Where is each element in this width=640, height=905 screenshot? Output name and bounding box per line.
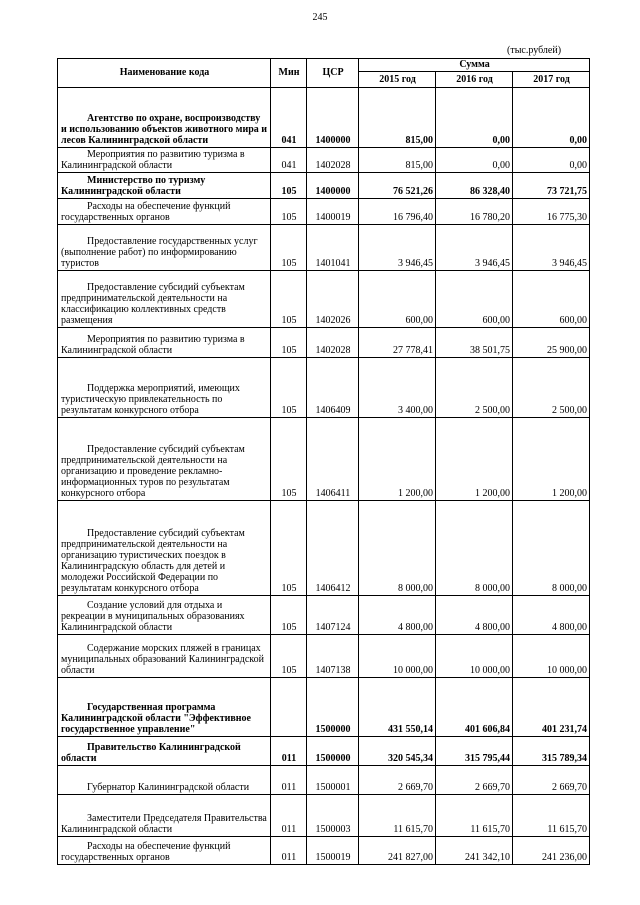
row-value-2017: 10 000,00 (513, 635, 590, 678)
row-value-2017: 600,00 (513, 271, 590, 328)
table-row (58, 88, 590, 148)
row-csr-code: 1402028 (307, 148, 359, 173)
row-value-2016: 0,00 (436, 148, 513, 173)
row-csr-code: 1406412 (307, 501, 359, 596)
row-name (58, 173, 271, 199)
page-number: 245 (312, 12, 328, 23)
row-value-2017: 3 946,45 (513, 225, 590, 271)
table-row (58, 199, 590, 225)
row-value-2016: 1 200,00 (436, 418, 513, 501)
row-value-2017: 11 615,70 (513, 795, 590, 837)
row-value-2015: 27 778,41 (359, 328, 436, 358)
table-row (58, 837, 590, 865)
row-min-code: 105 (271, 635, 307, 678)
header-min: Мин (271, 59, 307, 88)
row-name-text: Мероприятия по развитию туризма в Калининградской области (61, 334, 245, 356)
row-min-code: 105 (271, 596, 307, 635)
table-row (58, 225, 590, 271)
row-name (58, 271, 271, 328)
row-value-2015: 3 946,45 (359, 225, 436, 271)
header-csr: ЦСР (307, 59, 359, 88)
row-csr-code: 1407124 (307, 596, 359, 635)
row-name-text: Губернатор Калининградской области (87, 782, 250, 793)
row-name (58, 737, 271, 766)
row-min-code: 105 (271, 173, 307, 199)
row-value-2016: 0,00 (436, 88, 513, 148)
row-csr-code: 1406411 (307, 418, 359, 501)
row-value-2016: 2 500,00 (436, 358, 513, 418)
row-name-text: Предоставление государственных услуг (выполнение работ) по информированию туристов (61, 236, 258, 269)
table-row (58, 418, 590, 501)
row-value-2015: 10 000,00 (359, 635, 436, 678)
row-value-2017: 0,00 (513, 88, 590, 148)
table-row (58, 596, 590, 635)
row-name (58, 837, 271, 865)
row-name (58, 635, 271, 678)
header-year-2015: 2015 год (359, 72, 436, 88)
row-name (58, 225, 271, 271)
row-value-2017: 0,00 (513, 148, 590, 173)
row-csr-code: 1406409 (307, 358, 359, 418)
table-row (58, 795, 590, 837)
row-value-2017: 25 900,00 (513, 328, 590, 358)
row-csr-code: 1500000 (307, 737, 359, 766)
table-row (58, 678, 590, 737)
row-value-2015: 3 400,00 (359, 358, 436, 418)
row-value-2015: 11 615,70 (359, 795, 436, 837)
row-name (58, 418, 271, 501)
row-name-text: Государственная программа Калининградской области "Эффективное государственное управление" (61, 702, 251, 735)
row-name-text: Мероприятия по развитию туризма в Калининградской области (61, 149, 245, 171)
row-csr-code: 1400019 (307, 199, 359, 225)
row-value-2017: 2 500,00 (513, 358, 590, 418)
row-csr-code: 1400000 (307, 88, 359, 148)
header-name: Наименование кода (58, 59, 271, 88)
row-min-code: 105 (271, 271, 307, 328)
row-name-text: Расходы на обеспечение функций государственных органов (61, 841, 231, 863)
row-value-2016: 16 780,20 (436, 199, 513, 225)
row-value-2016: 3 946,45 (436, 225, 513, 271)
row-name (58, 148, 271, 173)
row-value-2015: 16 796,40 (359, 199, 436, 225)
row-value-2015: 431 550,14 (359, 678, 436, 737)
table-row (58, 271, 590, 328)
row-csr-code: 1402026 (307, 271, 359, 328)
row-value-2017: 4 800,00 (513, 596, 590, 635)
row-name-text: Министерство по туризму Калининградской области (61, 175, 206, 197)
row-value-2016: 401 606,84 (436, 678, 513, 737)
row-value-2016: 86 328,40 (436, 173, 513, 199)
row-min-code: 011 (271, 837, 307, 865)
row-min-code (271, 678, 307, 737)
row-value-2016: 241 342,10 (436, 837, 513, 865)
row-min-code: 105 (271, 358, 307, 418)
row-value-2016: 4 800,00 (436, 596, 513, 635)
budget-table (57, 58, 590, 865)
row-value-2017: 315 789,34 (513, 737, 590, 766)
row-name (58, 199, 271, 225)
units-label: (тыс.рублей) (507, 45, 562, 56)
row-min-code: 011 (271, 795, 307, 837)
row-name-text: Создание условий для отдыха и рекреации в муниципальных образованиях Калининградской области (61, 600, 245, 633)
row-name (58, 795, 271, 837)
table-row (58, 737, 590, 766)
row-min-code: 105 (271, 199, 307, 225)
row-min-code: 105 (271, 328, 307, 358)
row-name-text: Предоставление субсидий субъектам предпринимательской деятельности на организацию и проведение рекламно-информационных туров по результатам конкурсного отбора (61, 444, 245, 499)
row-name-text: Содержание морских пляжей в границах муниципальных образований Калининградской области (61, 643, 264, 676)
header-year-2016: 2016 год (436, 72, 513, 88)
row-name-text: Заместители Председателя Правительства Калининградской области (61, 813, 267, 835)
row-csr-code: 1402028 (307, 328, 359, 358)
table-row (58, 148, 590, 173)
table-row (58, 766, 590, 795)
row-name-text: Правительство Калининградской области (61, 742, 241, 764)
row-csr-code: 1500001 (307, 766, 359, 795)
row-value-2015: 241 827,00 (359, 837, 436, 865)
row-value-2017: 16 775,30 (513, 199, 590, 225)
row-name (58, 358, 271, 418)
row-name-text: Предоставление субсидий субъектам предпринимательской деятельности на организацию туристических поездок в Калининградскую область для детей и молодежи Российской Федерации по результатам конкурсного отбора (61, 528, 245, 594)
row-value-2016: 600,00 (436, 271, 513, 328)
table-row (58, 501, 590, 596)
row-value-2015: 76 521,26 (359, 173, 436, 199)
row-value-2017: 8 000,00 (513, 501, 590, 596)
row-value-2016: 315 795,44 (436, 737, 513, 766)
row-csr-code: 1401041 (307, 225, 359, 271)
row-value-2015: 815,00 (359, 88, 436, 148)
row-min-code: 105 (271, 418, 307, 501)
row-name (58, 596, 271, 635)
row-name (58, 766, 271, 795)
header-year-2017: 2017 год (513, 72, 590, 88)
table-row (58, 173, 590, 199)
row-name (58, 88, 271, 148)
row-name-text: Предоставление субсидий субъектам предпринимательской деятельности на классификацию коллективных средств размещения (61, 282, 245, 326)
row-value-2016: 10 000,00 (436, 635, 513, 678)
row-min-code: 041 (271, 88, 307, 148)
row-value-2017: 73 721,75 (513, 173, 590, 199)
row-value-2016: 38 501,75 (436, 328, 513, 358)
row-value-2016: 11 615,70 (436, 795, 513, 837)
row-value-2017: 1 200,00 (513, 418, 590, 501)
row-csr-code: 1400000 (307, 173, 359, 199)
row-min-code: 011 (271, 766, 307, 795)
row-min-code: 041 (271, 148, 307, 173)
row-value-2017: 241 236,00 (513, 837, 590, 865)
row-min-code: 105 (271, 225, 307, 271)
row-name-text: Поддержка мероприятий, имеющих туристическую привлекательность по результатам конкурсного отбора (61, 383, 240, 416)
row-value-2016: 2 669,70 (436, 766, 513, 795)
header-sum: Сумма (359, 59, 590, 72)
row-value-2015: 815,00 (359, 148, 436, 173)
row-min-code: 105 (271, 501, 307, 596)
row-value-2015: 320 545,34 (359, 737, 436, 766)
row-name-text: Расходы на обеспечение функций государственных органов (61, 201, 231, 223)
row-min-code: 011 (271, 737, 307, 766)
row-value-2015: 1 200,00 (359, 418, 436, 501)
row-csr-code: 1407138 (307, 635, 359, 678)
row-value-2015: 8 000,00 (359, 501, 436, 596)
table-row (58, 328, 590, 358)
row-name (58, 328, 271, 358)
row-csr-code: 1500003 (307, 795, 359, 837)
row-name (58, 501, 271, 596)
table-row (58, 635, 590, 678)
row-name (58, 678, 271, 737)
row-value-2017: 2 669,70 (513, 766, 590, 795)
row-value-2015: 2 669,70 (359, 766, 436, 795)
row-name-text: Агентство по охране, воспроизводству и использованию объектов животного мира и лесов Калининградской области (61, 113, 268, 146)
table-row (58, 358, 590, 418)
row-value-2017: 401 231,74 (513, 678, 590, 737)
row-value-2015: 600,00 (359, 271, 436, 328)
row-value-2015: 4 800,00 (359, 596, 436, 635)
row-csr-code: 1500000 (307, 678, 359, 737)
row-value-2016: 8 000,00 (436, 501, 513, 596)
row-csr-code: 1500019 (307, 837, 359, 865)
